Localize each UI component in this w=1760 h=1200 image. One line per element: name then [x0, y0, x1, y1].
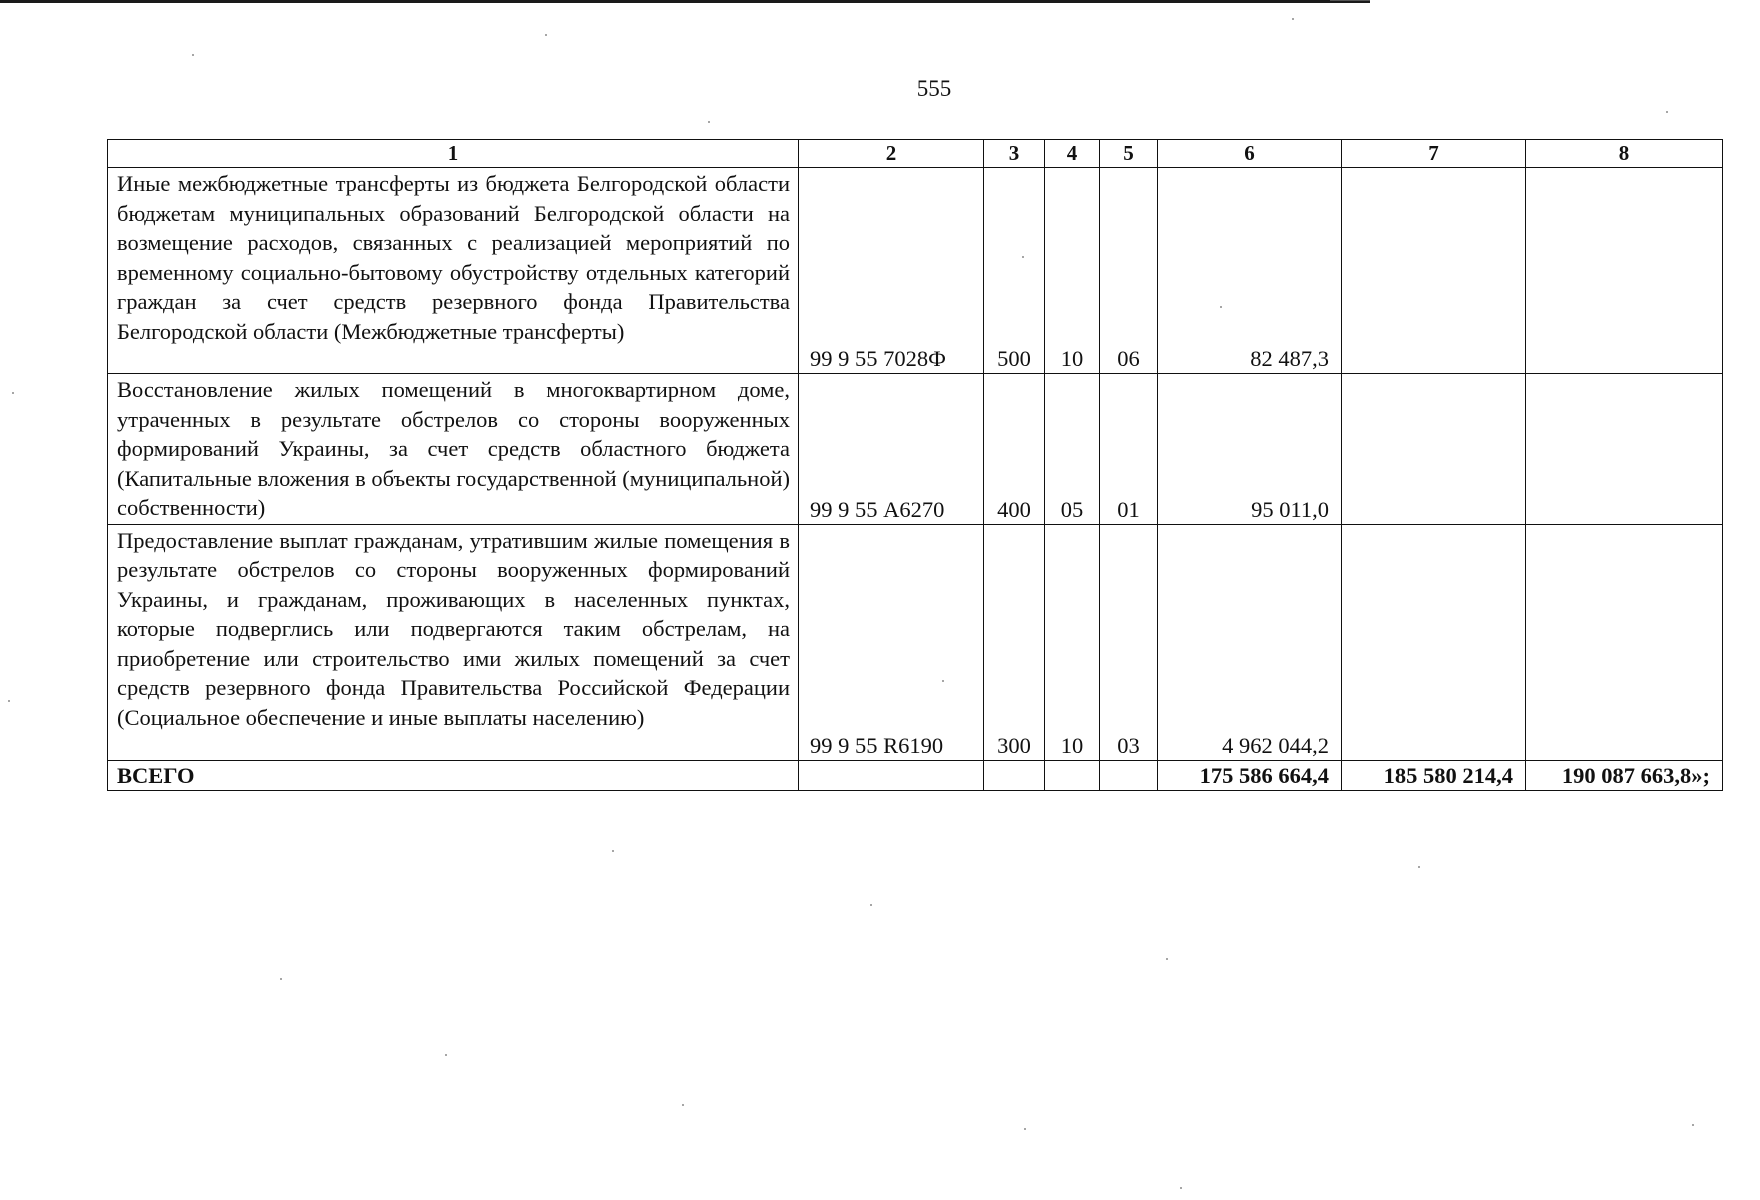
scan-speck — [1692, 1124, 1694, 1126]
scan-speck — [1180, 1187, 1182, 1189]
row-target-code: 99 9 55 А6270 — [799, 374, 984, 525]
row-amount-col8 — [1526, 374, 1723, 525]
total-label: ВСЕГО — [108, 760, 799, 790]
scan-speck — [12, 392, 14, 394]
row-description: Иные межбюджетные трансферты из бюджета Белгородской области бюджетам муниципальных образований Белгородской области на возмещение расходов, связанных с реализацией мероприятий по временному социально-бытовому обустройству отдельных категорий граждан за счет средств резервного фонда Правительства Белгородской области (Межбюджетные трансферты) — [108, 168, 799, 374]
scan-speck — [1418, 866, 1420, 868]
row-amount-col6: 82 487,3 — [1158, 168, 1342, 374]
row-amount-col6: 95 011,0 — [1158, 374, 1342, 525]
total-empty-cell — [1100, 760, 1158, 790]
scan-speck — [545, 34, 547, 36]
row-expense-type: 300 — [984, 524, 1045, 760]
row-subsection: 01 — [1100, 374, 1158, 525]
row-expense-type: 500 — [984, 168, 1045, 374]
scan-speck — [192, 54, 194, 56]
column-header-3: 3 — [984, 140, 1045, 168]
scan-speck — [1166, 958, 1168, 960]
scan-speck — [1666, 111, 1668, 113]
column-header-7: 7 — [1342, 140, 1526, 168]
row-amount-col7 — [1342, 524, 1526, 760]
budget-allocation-table — [107, 139, 1723, 791]
column-header-1: 1 — [108, 140, 799, 168]
row-section: 05 — [1045, 374, 1100, 525]
scan-speck — [870, 904, 872, 906]
row-expense-type: 400 — [984, 374, 1045, 525]
column-number-header-row — [108, 140, 1723, 168]
scan-speck — [612, 850, 614, 852]
column-header-2: 2 — [799, 140, 984, 168]
page-number: 555 — [916, 76, 952, 101]
top-scan-edge-line — [0, 0, 1370, 3]
scan-speck — [445, 1054, 447, 1056]
row-target-code: 99 9 55 R6190 — [799, 524, 984, 760]
row-amount-col8 — [1526, 168, 1723, 374]
scan-speck — [1220, 306, 1222, 308]
total-amount-col7: 185 580 214,4 — [1342, 760, 1526, 790]
table-row — [108, 374, 1723, 525]
table-row — [108, 524, 1723, 760]
row-section: 10 — [1045, 168, 1100, 374]
total-row — [108, 760, 1723, 790]
row-subsection: 06 — [1100, 168, 1158, 374]
column-header-5: 5 — [1100, 140, 1158, 168]
total-empty-cell — [799, 760, 984, 790]
column-header-6: 6 — [1158, 140, 1342, 168]
top-scan-edge-line-tail — [1330, 0, 1370, 1]
total-amount-col8: 190 087 663,8»; — [1526, 760, 1723, 790]
scan-speck — [280, 978, 282, 980]
total-empty-cell — [984, 760, 1045, 790]
row-amount-col7 — [1342, 168, 1526, 374]
total-amount-col6: 175 586 664,4 — [1158, 760, 1342, 790]
scan-speck — [1292, 18, 1294, 20]
column-header-8: 8 — [1526, 140, 1723, 168]
row-description: Восстановление жилых помещений в многоквартирном доме, утраченных в результате обстрелов со стороны вооруженных формирований Украины, за счет средств областного бюджета (Капитальные вложения в объекты государственной (муниципальной) собственности) — [108, 374, 799, 525]
row-section: 10 — [1045, 524, 1100, 760]
row-description: Предоставление выплат гражданам, утратившим жилые помещения в результате обстрелов со стороны вооруженных формирований Украины, и гражданам, проживающих в населенных пунктах, которые подверглись или подвергаются таким обстрелам, на приобретение или строительство ими жилых помещений за счет средств резервного фонда Правительства Российской Федерации (Социальное обеспечение и иные выплаты населению) — [108, 524, 799, 760]
scan-speck — [942, 680, 944, 682]
row-subsection: 03 — [1100, 524, 1158, 760]
scan-speck — [682, 1104, 684, 1106]
row-amount-col6: 4 962 044,2 — [1158, 524, 1342, 760]
row-amount-col7 — [1342, 374, 1526, 525]
table-row — [108, 168, 1723, 374]
row-target-code: 99 9 55 7028Ф — [799, 168, 984, 374]
row-amount-col8 — [1526, 524, 1723, 760]
scan-speck — [8, 700, 10, 702]
total-empty-cell — [1045, 760, 1100, 790]
scan-speck — [708, 121, 710, 123]
column-header-4: 4 — [1045, 140, 1100, 168]
scan-speck — [1022, 256, 1024, 258]
scan-speck — [1024, 1128, 1026, 1130]
